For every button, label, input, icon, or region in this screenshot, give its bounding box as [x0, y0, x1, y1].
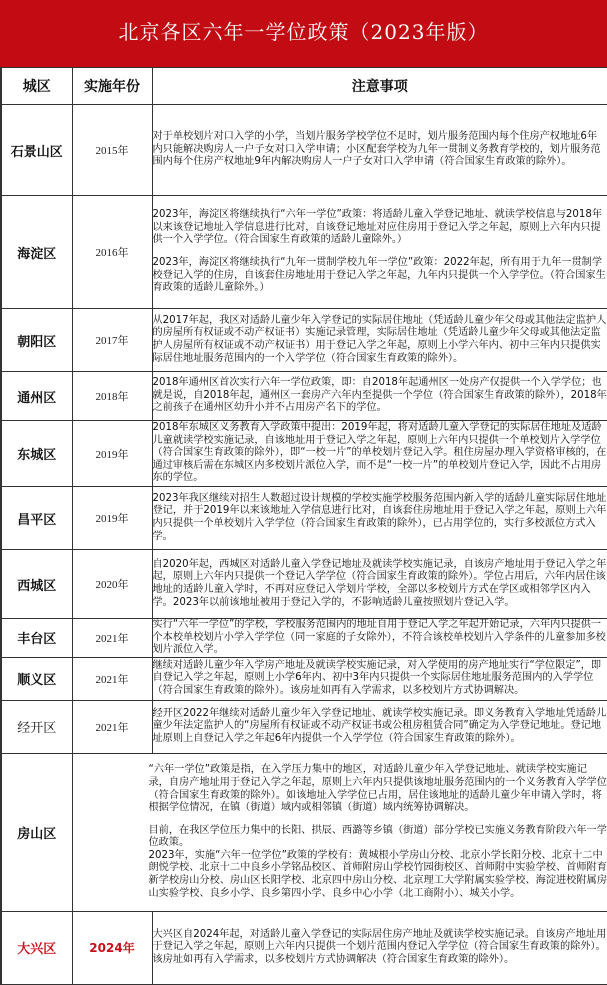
district-cell: 石景山区 [1, 105, 72, 196]
table-row-haidian [1, 196, 607, 309]
notes-cell [152, 105, 607, 196]
header-year: 实施年份 [72, 68, 152, 105]
notes-cell [152, 487, 607, 550]
year-cell: 2021年 [72, 619, 152, 658]
table-row-shunyi [1, 657, 607, 700]
note-text: 2023年，海淀区将继续执行“九年一贯制学校九年一学位”政策：2022年起，所有用于九年一贯制学校登记入学的住房，自该套住房地址用于登记入学之年起，九年内只提供一个入学学位。（符合国家生育政策的适龄儿童除外。） [153, 257, 607, 295]
policy-table [0, 67, 607, 985]
year-cell: 2024年 [72, 911, 152, 984]
notes-cell [152, 700, 607, 753]
note-text: “六年一学位”政策是指，在入学压力集中的地区，对适龄儿童少年入学登记地址、就读学校实施记录，自房产地址用于登记入学之年起，原则上六年内只提供该地址服务范围内的一个义务教育入学学位（符合国家生育政策的除外）。如该地址入学学位已占用，居住该地址的适龄儿童少年申请入学时，将根据学位情况，在镇（街道）域内或相邻镇（街道）域内统筹协调解决。 [149, 764, 607, 814]
district-cell: 东城区 [1, 421, 72, 487]
district-cell: 大兴区 [1, 911, 72, 984]
note-text: 实行“六年一学位”的学校，学校服务范围内的地址自用于登记入学之年起开始记录，六年内只提供一个本校单校划片小学入学学位（同一家庭的子女除外），不符合该校单校划片入学条件的儿童参加多校划片派位入学。 [153, 619, 607, 657]
district-cell: 顺义区 [1, 657, 72, 700]
table-row-shijingshan [1, 105, 607, 196]
note-text: 目前，在我区学位压力集中的长阳、拱辰、西潞等乡镇（街道）部分学校已实施义务教育阶段六年一学位政策。 [149, 825, 607, 850]
year-cell: 2015年 [72, 105, 152, 196]
table-row-xicheng [1, 550, 607, 619]
header-district: 城区 [1, 68, 72, 105]
notes-cell [72, 753, 607, 911]
year-cell: 2019年 [72, 487, 152, 550]
table-row-changping [1, 487, 607, 550]
page-title: 北京各区六年一学位政策（2023年版） [119, 16, 489, 45]
district-cell: 房山区 [1, 753, 72, 911]
notes-cell [152, 196, 607, 309]
year-cell: 2020年 [72, 550, 152, 619]
year-cell: 2021年 [72, 700, 152, 753]
district-cell: 西城区 [1, 550, 72, 619]
note-text: 2018年通州区首次实行六年一学位政策，即：自2018年起通州区一处房产仅提供一个入学学位；也就是说，自2018年起，通州区一套房产六年内至提供一个学位（符合国家生育政策的除外），2018年之前孩子在通州区幼升小并不占用房产名下的学位。 [153, 377, 607, 415]
year-cell: 2017年 [72, 309, 152, 372]
notes-cell [152, 309, 607, 372]
notes-cell [152, 911, 607, 984]
note-text: 2023年，海淀区将继续执行“六年一学位”政策：将适龄儿童入学登记地址、就读学校信息与2018年以来该登记地址入学信息进行比对，自该登记地址对应住房用于登记入学之年起，原则上六年内只提供一个入学学位。（符合国家生育政策的适龄儿童除外。） [153, 209, 607, 247]
note-text: 大兴区自2024年起，对适龄儿童入学登记的实际居住房产地址及就读学校实施记录。自该房产地址用于登记入学之年起，原则上六年内只提供一个划片范围内登记入学学位（符合国家生育政策的除外）。该房址如再有入学需求，以多校划片方式协调解决（符合国家生育政策的除外）。 [153, 929, 607, 967]
district-cell: 通州区 [1, 372, 72, 421]
year-cell: 2021年 [72, 657, 152, 700]
note-text: 2023年我区继续对招生人数超过设计规模的学校实施学校服务范围内新入学的适龄儿童实际居住地址登记，并于2019年以来该地址入学信息进行比对，自该套住房地址用于登记入学之年起，原则上六年内只提供一个单校划片入学学位（符合国家生育政策的除外），已占用学位的，实行多校派位方式入学。 [153, 493, 607, 543]
title-banner [0, 0, 607, 67]
district-cell: 海淀区 [1, 196, 72, 309]
year-cell: 2019年 [72, 421, 152, 487]
table-row-daxing [1, 911, 607, 984]
year-cell: 2016年 [72, 196, 152, 309]
district-cell: 经开区 [1, 700, 72, 753]
note-text: 自2020年起，西城区对适龄儿童入学登记地址及就读学校实施记录，自该房产地址用于登记入学之年起，原则上六年内只提供一个登记入学学位（符合国家生育政策的除外）。学位占用后，六年内居住该地址的适龄儿童入学时，不再对应登记入学划片学校，全部以多校划片方式在学区或相邻学区内入学。2023年以前该地址被用于登记入学的，不影响适龄儿童按照划片登记入学。 [153, 559, 607, 609]
notes-cell [152, 619, 607, 658]
note-text: 对于单校划片对口入学的小学，当划片服务学校学位不足时，划片服务范围内每个住房产权地址6年内只能解决购房人一户子女对口入学申请；小区配套学校为九年一贯制义务教育学校的，划片服务范围内每个住房产权地址9年内解决购房人一户子女对口入学申请（符合国家生育政策的除外）。 [153, 131, 607, 169]
table-row-dongcheng [1, 421, 607, 487]
table-row-jingkai [1, 700, 607, 753]
table-row-fengtai [1, 619, 607, 658]
notes-cell [152, 372, 607, 421]
table-header-row [1, 68, 607, 105]
year-cell: 2018年 [72, 372, 152, 421]
district-cell: 丰台区 [1, 619, 72, 658]
table-row-fangshan [1, 753, 607, 911]
notes-cell [152, 421, 607, 487]
district-cell: 朝阳区 [1, 309, 72, 372]
note-text: 2018年东城区义务教育入学政策中提出：2019年起，将对适龄儿童入学登记的实际居住地址及适龄儿童就读学校实施记录，自该地址用于登记入学之年起，原则上六年内只提供一个单校划片入学学位（符合国家生育政策的除外），即“一校一片”的单校划片登记入学。租住房屋办理入学资格审核的，在通过审核后需在东城区内多校划片派位入学，而不是“一校一片”的单校划片登记入学，因此不占用房东的学位。 [153, 422, 607, 485]
table-row-chaoyang [1, 309, 607, 372]
district-cell: 昌平区 [1, 487, 72, 550]
note-text: 2023年，实施“六年一位学位”政策的学校有：黄城根小学房山分校、北京小学长阳分校、北京十二中朗悦学校、北京十二中良乡小学铭品校区、首师附房山学校竹园街校区、首师附中实验学校、首师附育新学校房山分校、房山区长阳学校、北京四中房山分校、北京理工大学附属实验学校、海淀进校附属房山实验学校、良乡小学、良乡第四小学、良乡中心小学（北工商附小）、城关小学。 [149, 850, 607, 900]
note-text: 经开区2022年继续对适龄儿童少年入学登记地址、就读学校实施记录。即义务教育入学地址凭适龄儿童少年法定监护人的“房屋所有权证或不动产权证书或公租房租赁合同”确定为入学登记地址。登记地址原则上自登记入学之年起6年内提供一个入学学位（符合国家生育政策的除外）。 [153, 708, 607, 746]
notes-cell [152, 550, 607, 619]
note-text: 继续对适龄儿童少年入学房产地址及就读学校实施记录，对入学使用的房产地址实行“学位限定”，即自登记入学之年起，原则上小学6年内、初中3年内只提供一个实际居住地址服务范围内的入学学位（符合国家生育政策的除外）。该房址如再有入学需求，以多校划片方式协调解决。 [153, 660, 607, 698]
notes-cell [152, 657, 607, 700]
header-notes: 注意事项 [152, 68, 607, 105]
note-text: 从2017年起，我区对适龄儿童少年入学登记的实际居住地址（凭适龄儿童少年父母或其他法定监护人的房屋所有权证或不动产权证书）实施记录管理，实际居住地址（凭适龄儿童少年父母或其他法定监护人房屋所有权证或不动产权证书）用于登记入学之年起，原则上小学六年内、初中三年内只提供实际居住地址服务范围内的一个入学学位（符合国家生育政策的除外）。 [153, 315, 607, 365]
table-row-tongzhou [1, 372, 607, 421]
